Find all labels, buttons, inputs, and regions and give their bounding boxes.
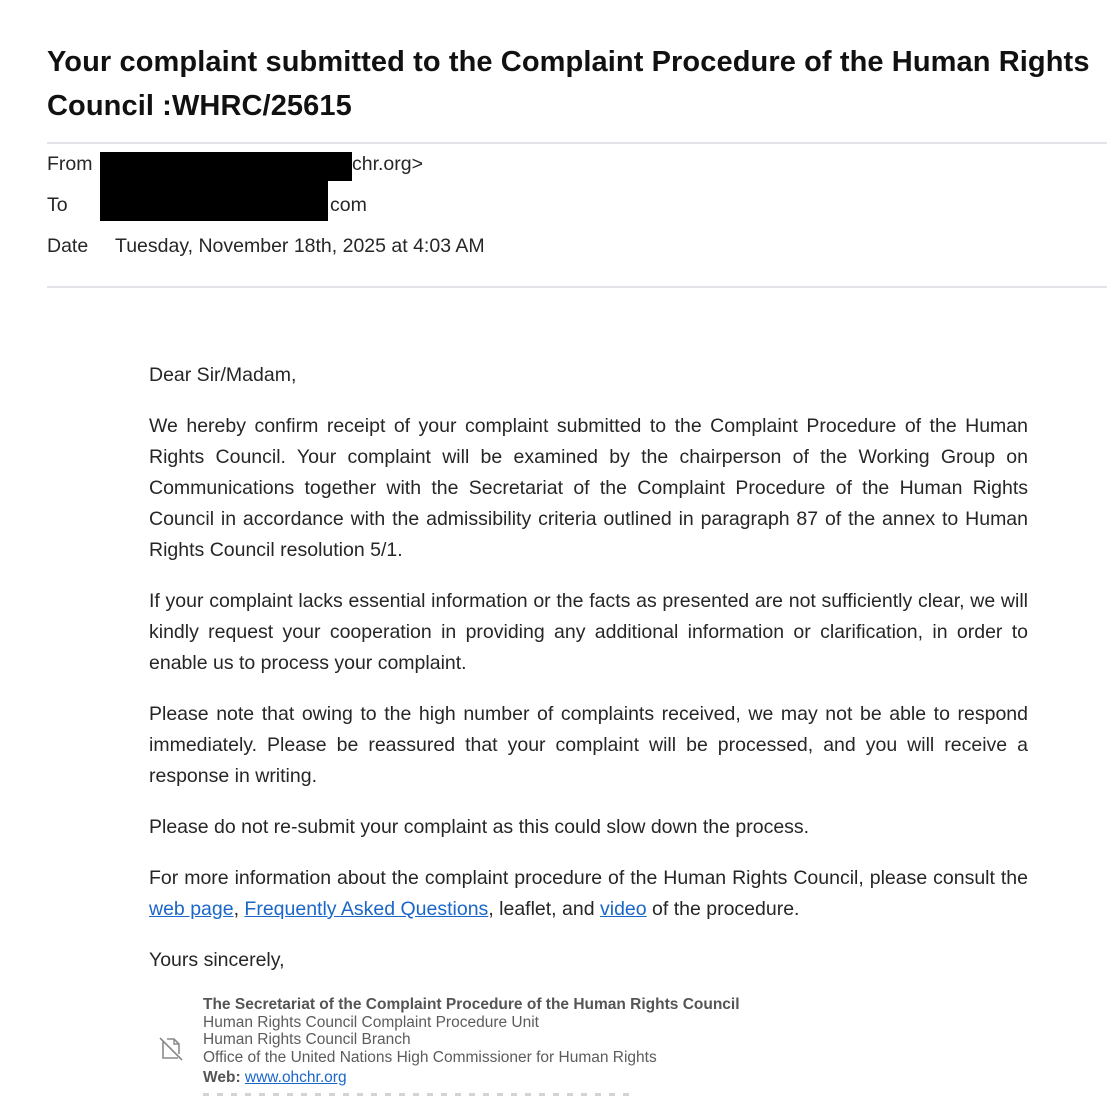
redacted-sender-address xyxy=(100,152,352,181)
from-address-visible[interactable]: chr.org> xyxy=(352,153,424,175)
web-page-link[interactable]: web page xyxy=(149,898,234,920)
paragraph-confirmation: We hereby confirm receipt of your complaint submitted to the Complaint Procedure of the Human Rights Council. Your complaint will be examined by the chairperson of the Working Group on Communications together with the Secretariat of the Complaint Procedure of the Human Rights Council in accordance with the admissibility criteria outlined in paragraph 87 of the annex to Human Rights Council resolution 5/1. xyxy=(149,415,1028,561)
closing: Yours sincerely, xyxy=(149,949,285,971)
date-row xyxy=(47,233,88,259)
signature-line-branch: Human Rights Council Branch xyxy=(203,1031,411,1048)
signature-line-office: Office of the United Nations High Commissioner for Human Rights xyxy=(203,1048,657,1066)
web-label: Web: xyxy=(203,1069,245,1086)
from-row xyxy=(47,151,93,177)
ohchr-website-link[interactable]: www.ohchr.org xyxy=(244,1069,347,1086)
paragraph-missing-info: If your complaint lacks essential information or the facts as presented are not sufficiently clear, we will kindly request your cooperation in providing any additional information or clarification, in order to enable us to process your complaint. xyxy=(149,590,1028,674)
header-divider-bottom xyxy=(47,286,1107,288)
header-divider-top xyxy=(47,142,1107,144)
sep-2: , leaflet, and xyxy=(488,898,600,920)
signature-line-unit: Human Rights Council Complaint Procedure Unit xyxy=(203,1013,539,1031)
date-value: Tuesday, November 18th, 2025 at 4:03 AM xyxy=(115,235,485,257)
faq-link[interactable]: Frequently Asked Questions xyxy=(244,898,489,920)
signature-lines xyxy=(203,996,863,1087)
email-subject: Your complaint submitted to the Complaint Procedure of the Human Rights Council :WHRC/25615 xyxy=(47,46,1090,122)
truncated-signature-line xyxy=(203,1093,633,1096)
paragraph-more-info xyxy=(149,863,1028,925)
sep-1: , xyxy=(233,898,245,920)
redacted-recipient-address xyxy=(100,178,328,221)
to-row xyxy=(47,192,68,218)
to-label: To xyxy=(47,194,68,216)
video-link[interactable]: video xyxy=(599,898,647,920)
broken-image-icon xyxy=(158,1036,184,1062)
greeting: Dear Sir/Madam, xyxy=(149,364,297,386)
more-info-lead: For more information about the complaint procedure of the Human Rights Council, please consult the xyxy=(149,867,1028,889)
date-label: Date xyxy=(47,235,89,257)
email-body xyxy=(149,360,1028,996)
signature-web-row xyxy=(203,1069,863,1087)
to-address-visible[interactable]: com xyxy=(330,194,367,216)
signature-title: The Secretariat of the Complaint Procedure of the Human Rights Council xyxy=(203,996,740,1013)
paragraph-no-resubmit: Please do not re-submit your complaint as this could slow down the process. xyxy=(149,816,810,838)
paragraph-response-time: Please note that owing to the high number of complaints received, we may not be able to respond immediately. Please be reassured that your complaint will be processed, and you will receive a response in writing. xyxy=(149,703,1028,787)
more-info-tail: of the procedure. xyxy=(646,898,800,920)
from-label: From xyxy=(47,153,93,175)
